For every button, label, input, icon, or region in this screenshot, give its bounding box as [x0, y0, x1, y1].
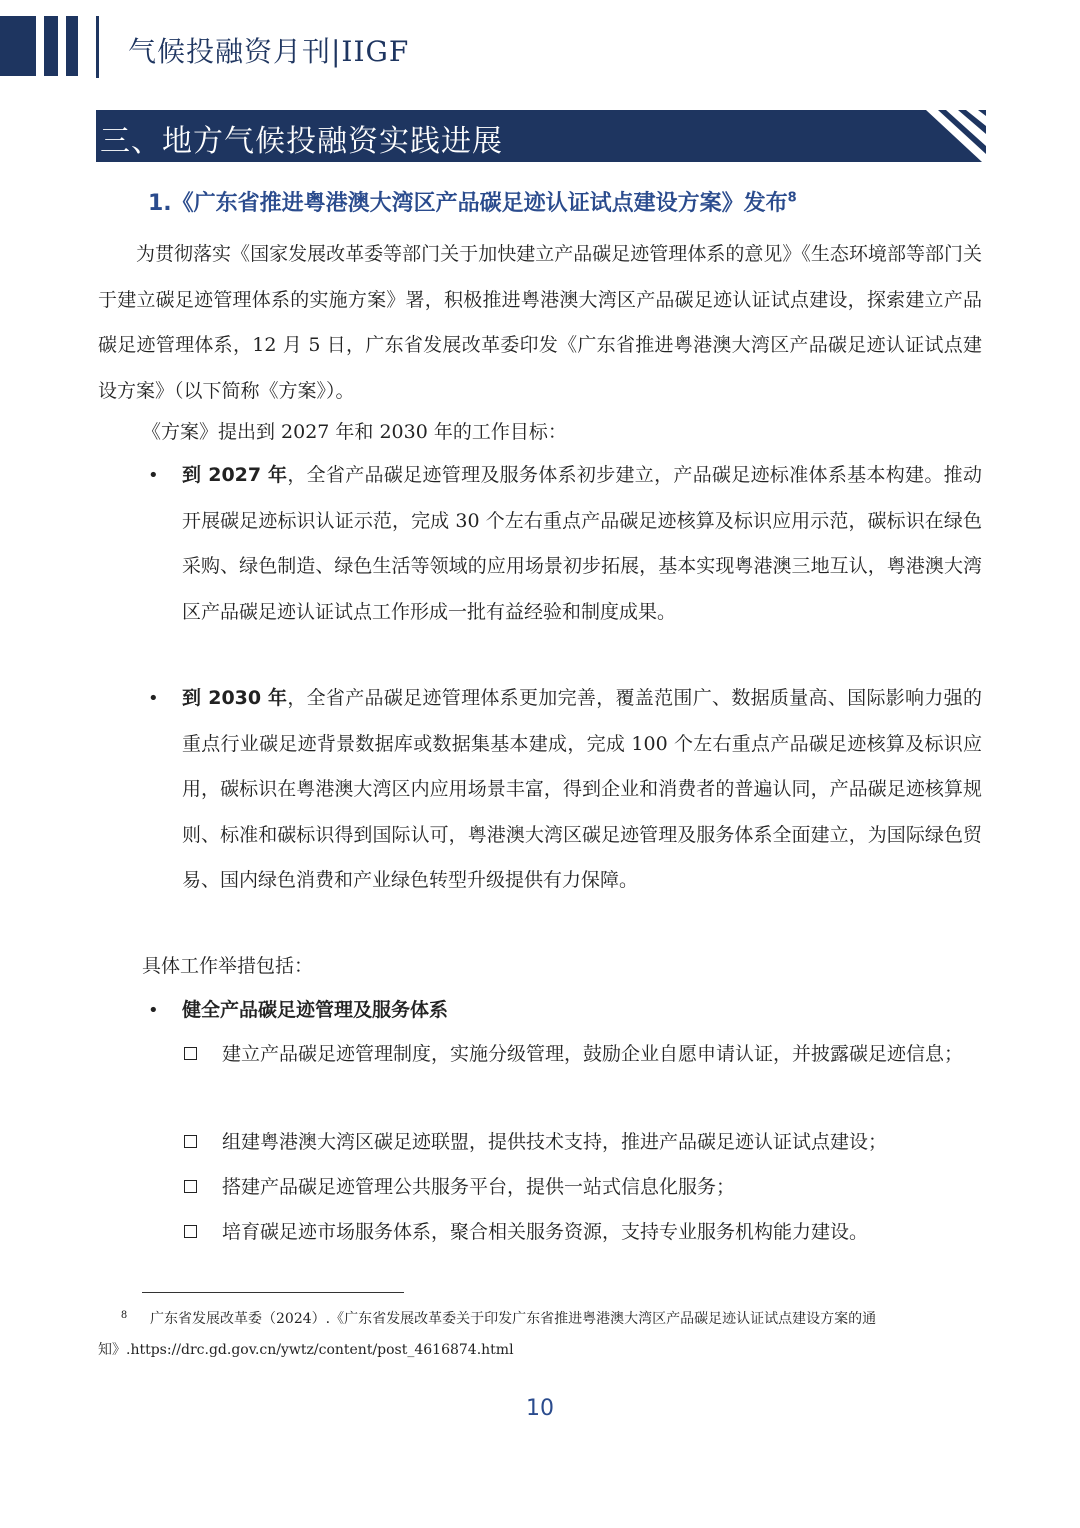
goal-body: ，全省产品碳足迹管理及服务体系初步建立，产品碳足迹标准体系基本构建。推动开展碳足迹标识认证示范，完成 30 个左右重点产品碳足迹核算及标识应用示范，碳标识在绿色采购、绿色制造、绿色生活等领域的应用场景初步拓展，基本实现粤港澳三地互认，粤港澳大湾区产品碳足迹认证试点工作形成一批有益经验和制度成果。 [182, 464, 982, 623]
chapter-banner [96, 110, 986, 162]
footnote-divider [142, 1292, 404, 1293]
square-bullet-icon [184, 1047, 197, 1060]
square-bullet-icon [184, 1180, 197, 1193]
header-title: 气候投融资月刊|IIGF [128, 35, 410, 68]
section-title-text: 1.《广东省推进粤港澳大湾区产品碳足迹认证试点建设方案》发布 [148, 191, 788, 216]
goal-text [182, 676, 982, 904]
header-divider [96, 16, 99, 78]
measures-intro: 具体工作举措包括： [142, 955, 314, 977]
measure-text: 搭建产品碳足迹管理公共服务平台，提供一站式信息化服务； [222, 1176, 736, 1198]
goal-lead: 到 2027 年 [182, 464, 288, 486]
page-number: 10 [526, 1396, 554, 1421]
section-title [148, 186, 797, 217]
measure-text: 培育碳足迹市场服务体系，聚合相关服务资源，支持专业服务机构能力建设。 [222, 1221, 869, 1243]
logo-bar [44, 16, 58, 76]
chapter-title: 三、地方气候投融资实践进展 [100, 124, 503, 159]
footnote [98, 1300, 982, 1366]
footnote-ref[interactable]: 8 [787, 190, 797, 206]
square-bullet-icon [184, 1225, 197, 1238]
measure-text: 建立产品碳足迹管理制度，实施分级管理，鼓励企业自愿申请认证，并披露碳足迹信息； [222, 1043, 964, 1065]
square-bullet-icon [184, 1135, 197, 1148]
logo-bar [0, 16, 36, 76]
bullet-icon: • [148, 465, 159, 486]
footnote-text[interactable]: 广东省发展改革委（2024）.《广东省发展改革委关于印发广东省推进粤港澳大湾区产品碳足迹认证试点建设方案的通知》.https://drc.gd.gov.cn/ywtz/content/post_4616874.html [98, 1311, 877, 1358]
footnote-number: 8 [120, 1310, 128, 1321]
measure-heading: 健全产品碳足迹管理及服务体系 [182, 999, 449, 1021]
goal-lead: 到 2030 年 [182, 687, 288, 709]
logo-bar [66, 16, 78, 76]
bullet-icon: • [148, 1000, 159, 1021]
bullet-icon: • [148, 688, 159, 709]
goals-intro: 《方案》提出到 2027 年和 2030 年的工作目标： [142, 421, 567, 443]
intro-paragraph: 为贯彻落实《国家发展改革委等部门关于加快建立产品碳足迹管理体系的意见》《生态环境部等部门关于建立碳足迹管理体系的实施方案》署，积极推进粤港澳大湾区产品碳足迹认证试点建设，探索建立产品碳足迹管理体系，12 月 5 日，广东省发展改革委印发《广东省推进粤港澳大湾区产品碳足迹认证试点建设方案》（以下简称《方案》）。 [98, 243, 982, 402]
goal-body: ，全省产品碳足迹管理体系更加完善，覆盖范围广、数据质量高、国际影响力强的重点行业碳足迹背景数据库或数据集基本建成，完成 100 个左右重点产品碳足迹核算及标识应用，碳标识在粤港澳大湾区内应用场景丰富，得到企业和消费者的普遍认同，产品碳足迹核算规则、标准和碳标识得到国际认可，粤港澳大湾区碳足迹管理及服务体系全面建立，为国际绿色贸易、国内绿色消费和产业绿色转型升级提供有力保障。 [182, 687, 982, 891]
banner-stripes-icon [916, 110, 986, 162]
goal-text [182, 453, 982, 635]
measure-text: 组建粤港澳大湾区碳足迹联盟，提供技术支持，推进产品碳足迹认证试点建设； [222, 1131, 888, 1153]
